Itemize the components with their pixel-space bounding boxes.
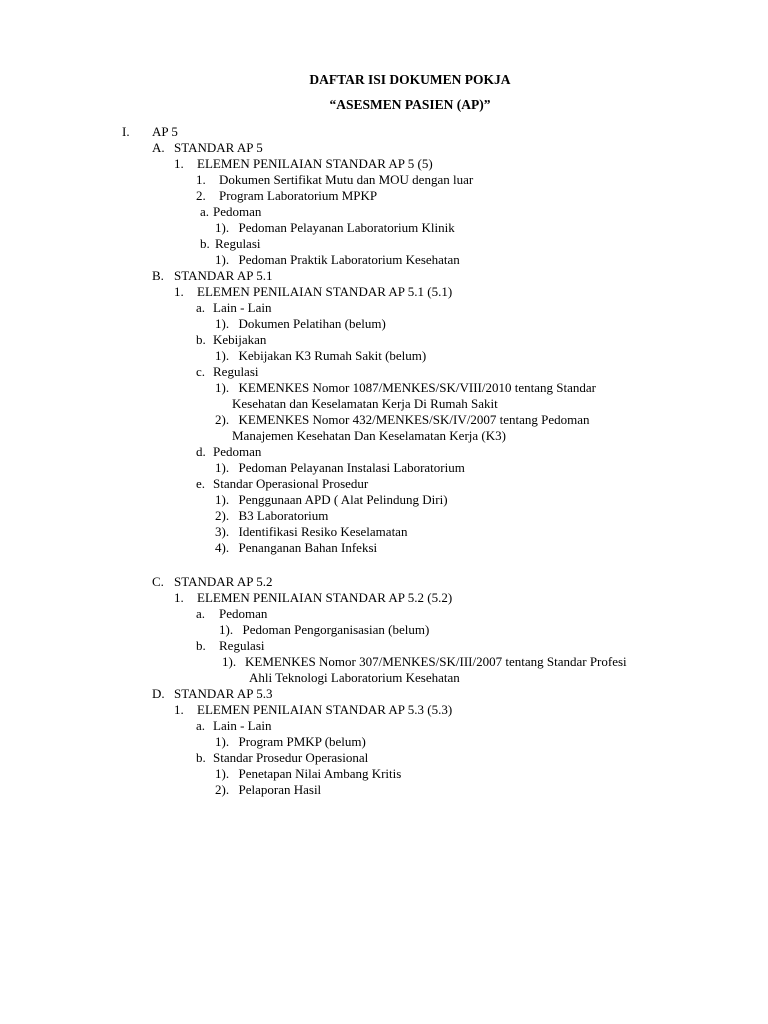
list-item-marker: D. bbox=[152, 686, 165, 701]
list-item-marker: 1. bbox=[174, 284, 184, 299]
list-item-marker: 2). bbox=[215, 508, 230, 523]
list-item-marker: a. bbox=[196, 718, 206, 733]
list-item-text: Penggunaan APD ( Alat Pelindung Diri) bbox=[238, 492, 448, 507]
list-item-marker: 1). bbox=[215, 492, 230, 507]
list-item-text: Dokumen Sertifikat Mutu dan MOU dengan luar bbox=[219, 172, 474, 187]
list-item-text: Penanganan Bahan Infeksi bbox=[238, 540, 378, 555]
list-item-marker: C. bbox=[152, 574, 164, 589]
list-item-text: STANDAR AP 5.2 bbox=[174, 574, 273, 589]
list-item-text: Kesehatan dan Keselamatan Kerja Di Rumah Sakit bbox=[232, 396, 498, 411]
list-item-text: KEMENKES Nomor 1087/MENKES/SK/VIII/2010 tentang Standar bbox=[238, 380, 596, 395]
list-item-text: Pedoman bbox=[219, 606, 268, 621]
list-item-marker: b. bbox=[200, 236, 210, 251]
list-item-text: KEMENKES Nomor 307/MENKES/SK/III/2007 tentang Standar Profesi bbox=[245, 654, 627, 669]
list-item-marker: 2). bbox=[215, 782, 230, 797]
list-item-marker: e. bbox=[196, 476, 206, 491]
document-title: DAFTAR ISI DOKUMEN POKJA bbox=[309, 72, 511, 87]
list-item-text: Program Laboratorium MPKP bbox=[219, 188, 378, 203]
list-item-text: Pedoman bbox=[213, 204, 262, 219]
list-item-marker: 1. bbox=[196, 172, 206, 187]
list-item-marker: 4). bbox=[215, 540, 230, 555]
list-item-marker: a. bbox=[200, 204, 210, 219]
list-item-marker: 1. bbox=[174, 156, 184, 171]
list-item-marker: a. bbox=[196, 606, 206, 621]
list-item-text: Kebijakan K3 Rumah Sakit (belum) bbox=[238, 348, 427, 363]
list-item-marker: 2). bbox=[215, 412, 230, 427]
list-item-marker: 1. bbox=[174, 590, 184, 605]
list-item-text: Lain - Lain bbox=[213, 300, 272, 315]
list-item-marker: 1). bbox=[219, 622, 234, 637]
list-item-text: STANDAR AP 5.1 bbox=[174, 268, 273, 283]
list-item-marker: 1. bbox=[174, 702, 184, 717]
list-item-marker: 3). bbox=[215, 524, 230, 539]
list-item-text: Pedoman Pelayanan Laboratorium Klinik bbox=[238, 220, 455, 235]
list-item-text: Pedoman Pelayanan Instalasi Laboratorium bbox=[238, 460, 465, 475]
list-item-marker: A. bbox=[152, 140, 165, 155]
list-item-text: Manajemen Kesehatan Dan Keselamatan Kerja (K3) bbox=[232, 428, 506, 443]
list-item-text: KEMENKES Nomor 432/MENKES/SK/IV/2007 tentang Pedoman bbox=[238, 412, 590, 427]
list-item-marker: B. bbox=[152, 268, 164, 283]
list-item-marker: a. bbox=[196, 300, 206, 315]
list-item-text: ELEMEN PENILAIAN STANDAR AP 5.3 (5.3) bbox=[197, 702, 453, 717]
list-item-marker: 1). bbox=[215, 348, 230, 363]
list-item-marker: 1). bbox=[215, 380, 230, 395]
list-item-marker: b. bbox=[196, 750, 206, 765]
list-item-text: STANDAR AP 5 bbox=[174, 140, 263, 155]
list-item-text: Penetapan Nilai Ambang Kritis bbox=[238, 766, 402, 781]
list-item-text: Kebijakan bbox=[213, 332, 267, 347]
list-item-text: ELEMEN PENILAIAN STANDAR AP 5 (5) bbox=[197, 156, 433, 171]
list-item-text: Ahli Teknologi Laboratorium Kesehatan bbox=[249, 670, 460, 685]
list-item-text: Pedoman bbox=[213, 444, 262, 459]
list-item-text: Regulasi bbox=[219, 638, 265, 653]
list-item-text: Pelaporan Hasil bbox=[238, 782, 322, 797]
list-item-text: B3 Laboratorium bbox=[238, 508, 329, 523]
list-item-marker: I. bbox=[122, 124, 130, 139]
list-item-marker: b. bbox=[196, 638, 206, 653]
list-item-text: Dokumen Pelatihan (belum) bbox=[238, 316, 386, 331]
list-item-text: Standar Prosedur Operasional bbox=[213, 750, 369, 765]
list-item-text: ELEMEN PENILAIAN STANDAR AP 5.1 (5.1) bbox=[197, 284, 453, 299]
list-item-text: Pedoman Pengorganisasian (belum) bbox=[242, 622, 430, 637]
list-item-text: Regulasi bbox=[213, 364, 259, 379]
list-item-text: ELEMEN PENILAIAN STANDAR AP 5.2 (5.2) bbox=[197, 590, 453, 605]
list-item-marker: 1). bbox=[215, 766, 230, 781]
list-item-marker: 1). bbox=[215, 316, 230, 331]
list-item-text: Lain - Lain bbox=[213, 718, 272, 733]
list-item-text: Program PMKP (belum) bbox=[238, 734, 366, 749]
document-subtitle: “ASESMEN PASIEN (AP)” bbox=[329, 97, 491, 112]
list-item-marker: 1). bbox=[222, 654, 237, 669]
list-item-marker: b. bbox=[196, 332, 206, 347]
list-item-text: Pedoman Praktik Laboratorium Kesehatan bbox=[238, 252, 460, 267]
list-item-marker: d. bbox=[196, 444, 206, 459]
list-item-text: Regulasi bbox=[215, 236, 261, 251]
list-item-text: Standar Operasional Prosedur bbox=[213, 476, 369, 491]
list-item-text: STANDAR AP 5.3 bbox=[174, 686, 273, 701]
list-item-marker: 1). bbox=[215, 220, 230, 235]
list-item-marker: c. bbox=[196, 364, 206, 379]
list-item-marker: 1). bbox=[215, 460, 230, 475]
list-item-marker: 1). bbox=[215, 734, 230, 749]
list-item-marker: 2. bbox=[196, 188, 206, 203]
list-item-text: AP 5 bbox=[152, 124, 178, 139]
list-item-text: Identifikasi Resiko Keselamatan bbox=[238, 524, 408, 539]
list-item-marker: 1). bbox=[215, 252, 230, 267]
